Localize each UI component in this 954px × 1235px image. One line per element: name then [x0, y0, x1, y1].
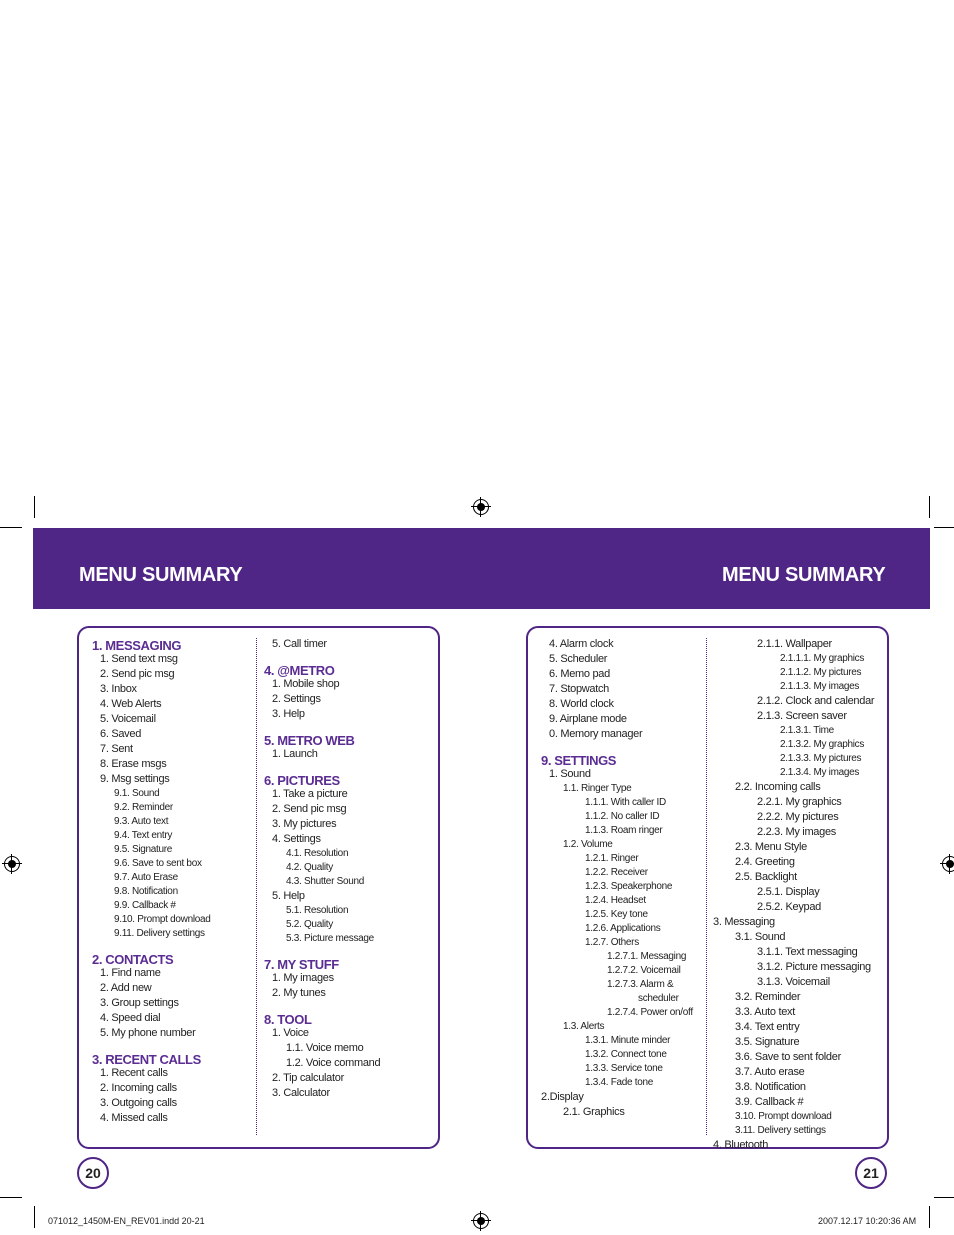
menu-item: 2. Tip calculator — [272, 1072, 344, 1084]
menu-section-heading: 3. RECENT CALLS — [92, 1052, 201, 1067]
footer-filename: 071012_1450M-EN_REV01.indd 20-21 — [48, 1216, 205, 1226]
menu-item: 1.3. Alerts — [563, 1021, 605, 1032]
menu-item: 9.9. Callback # — [114, 900, 176, 911]
menu-item: 1. Recent calls — [100, 1067, 168, 1079]
menu-item: 4. Settings — [272, 833, 321, 845]
menu-section-heading: 8. TOOL — [264, 1012, 312, 1027]
menu-item: 2.1.3.1. Time — [780, 725, 834, 736]
menu-item: 3. Inbox — [100, 683, 137, 695]
menu-item: 1.2.7.2. Voicemail — [607, 965, 681, 976]
menu-item: 2.4. Greeting — [735, 856, 795, 868]
menu-item: 4. Missed calls — [100, 1112, 168, 1124]
menu-item: 7. Sent — [100, 743, 133, 755]
page-number-left: 20 — [77, 1157, 109, 1189]
menu-item: 6. Memo pad — [549, 668, 610, 680]
menu-item: 9. Msg settings — [100, 773, 170, 785]
menu-item: 3.5. Signature — [735, 1036, 800, 1048]
menu-item: 3. Calculator — [272, 1087, 330, 1099]
header-banner — [33, 528, 930, 609]
menu-item: 3. Group settings — [100, 997, 179, 1009]
crop-mark — [929, 1206, 930, 1228]
registration-mark-icon — [473, 1213, 489, 1229]
menu-item: 1.2.7.3. Alarm & — [607, 979, 674, 990]
menu-item: 2.2. Incoming calls — [735, 781, 821, 793]
menu-item: 4.2. Quality — [286, 862, 333, 873]
menu-item: 1.2.7. Others — [585, 937, 639, 948]
menu-item: 1. Find name — [100, 967, 161, 979]
menu-item: 3.1.3. Voicemail — [757, 976, 830, 988]
menu-item: 1.2.1. Ringer — [585, 853, 639, 864]
menu-item: 2. My tunes — [272, 987, 326, 999]
menu-item: 1.1.2. No caller ID — [585, 811, 660, 822]
menu-item: 2.1.1.3. My images — [780, 681, 860, 692]
menu-item: 3. My pictures — [272, 818, 337, 830]
menu-section-heading: 6. PICTURES — [264, 773, 340, 788]
page-title-left: MENU SUMMARY — [79, 564, 243, 586]
menu-item: 2.1.2. Clock and calendar — [757, 695, 875, 707]
menu-item: 2.1.1.2. My pictures — [780, 667, 862, 678]
menu-item: 1.2.7.4. Power on/off — [607, 1007, 693, 1018]
menu-item: 9. Airplane mode — [549, 713, 627, 725]
menu-item: 2.1.1.1. My graphics — [780, 653, 865, 664]
menu-item: 1.3.1. Minute minder — [585, 1035, 671, 1046]
menu-item: 3.9. Callback # — [735, 1096, 804, 1108]
menu-item: 3.10. Prompt download — [735, 1111, 832, 1122]
menu-item: 1.1. Voice memo — [286, 1042, 364, 1054]
menu-item: 9.3. Auto text — [114, 816, 169, 827]
menu-item: 1.3.3. Service tone — [585, 1063, 663, 1074]
column-divider — [256, 638, 257, 1135]
menu-item: 1.2.2. Receiver — [585, 867, 648, 878]
menu-item: 2. Add new — [100, 982, 152, 994]
menu-item: 2. Incoming calls — [100, 1082, 177, 1094]
menu-item: 1.1.1. With caller ID — [585, 797, 666, 808]
page-number-right: 21 — [855, 1157, 887, 1189]
menu-section-heading: 4. @METRO — [264, 663, 335, 678]
menu-item: 1. Launch — [272, 748, 318, 760]
crop-mark — [0, 527, 22, 528]
menu-item: 1.1. Ringer Type — [563, 783, 632, 794]
menu-item: 2.1.3.2. My graphics — [780, 739, 865, 750]
menu-item: 4.1. Resolution — [286, 848, 349, 859]
menu-item: 1. My images — [272, 972, 334, 984]
registration-mark-icon — [473, 499, 489, 515]
menu-item: 9.7. Auto Erase — [114, 872, 178, 883]
menu-item: 8. World clock — [549, 698, 614, 710]
registration-mark-icon — [942, 856, 954, 872]
menu-item: 9.5. Signature — [114, 844, 173, 855]
crop-mark — [934, 527, 954, 528]
menu-item: 5. Help — [272, 890, 305, 902]
menu-item: 9.10. Prompt download — [114, 914, 211, 925]
menu-item: 3.2. Reminder — [735, 991, 801, 1003]
menu-item: 4. Bluetooth — [713, 1139, 769, 1151]
menu-section-heading: 5. METRO WEB — [264, 733, 355, 748]
menu-item: 1. Send text msg — [100, 653, 178, 665]
menu-item: scheduler — [638, 993, 679, 1004]
column-divider — [706, 638, 707, 1135]
registration-mark-icon — [4, 856, 20, 872]
menu-item: 4. Alarm clock — [549, 638, 614, 650]
menu-item: 3.8. Notification — [735, 1081, 806, 1093]
menu-item: 1.2. Volume — [563, 839, 613, 850]
menu-section-heading: 9. SETTINGS — [541, 753, 617, 768]
menu-item: 1. Voice — [272, 1027, 309, 1039]
menu-item: 9.8. Notification — [114, 886, 178, 897]
menu-item: 2.5.1. Display — [757, 886, 820, 898]
menu-item: 1.2. Voice command — [286, 1057, 381, 1069]
menu-section-heading: 2. CONTACTS — [92, 952, 174, 967]
menu-item: 2.5. Backlight — [735, 871, 797, 883]
menu-item: 9.4. Text entry — [114, 830, 173, 841]
page-title-right: MENU SUMMARY — [722, 564, 886, 586]
menu-item: 2.1.1. Wallpaper — [757, 638, 832, 650]
menu-item: 1.3.2. Connect tone — [585, 1049, 667, 1060]
menu-item: 5. Voicemail — [100, 713, 156, 725]
crop-mark — [34, 1206, 35, 1228]
menu-item: 3.11. Delivery settings — [735, 1125, 826, 1136]
menu-item: 2.2.2. My pictures — [757, 811, 839, 823]
menu-item: 4. Web Alerts — [100, 698, 162, 710]
menu-item: 5. Scheduler — [549, 653, 608, 665]
menu-item: 1.1.3. Roam ringer — [585, 825, 663, 836]
menu-item: 2.Display — [541, 1091, 584, 1103]
menu-item: 2.2.3. My images — [757, 826, 836, 838]
menu-item: 1.3.4. Fade tone — [585, 1077, 654, 1088]
menu-item: 3.4. Text entry — [735, 1021, 800, 1033]
menu-item: 2.1.3.3. My pictures — [780, 753, 862, 764]
menu-item: 3.7. Auto erase — [735, 1066, 805, 1078]
menu-item: 3. Messaging — [713, 916, 775, 928]
menu-item: 1.2.5. Key tone — [585, 909, 648, 920]
menu-item: 2.3. Menu Style — [735, 841, 807, 853]
menu-item: 2.1.3. Screen saver — [757, 710, 847, 722]
menu-item: 2. Send pic msg — [100, 668, 175, 680]
crop-mark — [34, 496, 35, 518]
menu-item: 3. Outgoing calls — [100, 1097, 177, 1109]
menu-item: 0. Memory manager — [549, 728, 643, 740]
menu-item: 3.3. Auto text — [735, 1006, 796, 1018]
crop-mark — [934, 1197, 954, 1198]
menu-item: 3.1.2. Picture messaging — [757, 961, 871, 973]
menu-item: 1.2.7.1. Messaging — [607, 951, 687, 962]
menu-item: 3.1.1. Text messaging — [757, 946, 858, 958]
menu-item: 1. Sound — [549, 768, 591, 780]
menu-item: 8. Erase msgs — [100, 758, 167, 770]
menu-item: 9.6. Save to sent box — [114, 858, 202, 869]
menu-item: 3. Help — [272, 708, 305, 720]
menu-item: 1. Mobile shop — [272, 678, 340, 690]
menu-item: 5. Call timer — [272, 638, 327, 650]
menu-section-heading: 7. MY STUFF — [264, 957, 339, 972]
menu-item: 2. Send pic msg — [272, 803, 347, 815]
crop-mark — [0, 1197, 22, 1198]
menu-item: 1.2.4. Headset — [585, 895, 646, 906]
menu-item: 6. Saved — [100, 728, 142, 740]
menu-item: 9.2. Reminder — [114, 802, 173, 813]
menu-item: 5.1. Resolution — [286, 905, 349, 916]
menu-item: 5. My phone number — [100, 1027, 196, 1039]
crop-mark — [929, 496, 930, 518]
menu-item: 5.3. Picture message — [286, 933, 374, 944]
menu-item: 4.3. Shutter Sound — [286, 876, 364, 887]
menu-section-heading: 1. MESSAGING — [92, 638, 182, 653]
menu-item: 7. Stopwatch — [549, 683, 609, 695]
menu-item: 2.2.1. My graphics — [757, 796, 842, 808]
menu-item: 3.6. Save to sent folder — [735, 1051, 841, 1063]
menu-item: 5.2. Quality — [286, 919, 333, 930]
menu-item: 2.1. Graphics — [563, 1106, 625, 1118]
menu-item: 9.1. Sound — [114, 788, 160, 799]
menu-item: 3.1. Sound — [735, 931, 786, 943]
menu-item: 2.1.3.4. My images — [780, 767, 860, 778]
footer-timestamp: 2007.12.17 10:20:36 AM — [818, 1216, 917, 1226]
menu-item: 4. Speed dial — [100, 1012, 161, 1024]
menu-item: 1. Take a picture — [272, 788, 348, 800]
menu-item: 9.11. Delivery settings — [114, 928, 205, 939]
menu-item: 1.2.6. Applications — [585, 923, 661, 934]
menu-item: 1.2.3. Speakerphone — [585, 881, 673, 892]
menu-item: 2. Settings — [272, 693, 321, 705]
menu-item: 2.5.2. Keypad — [757, 901, 821, 913]
